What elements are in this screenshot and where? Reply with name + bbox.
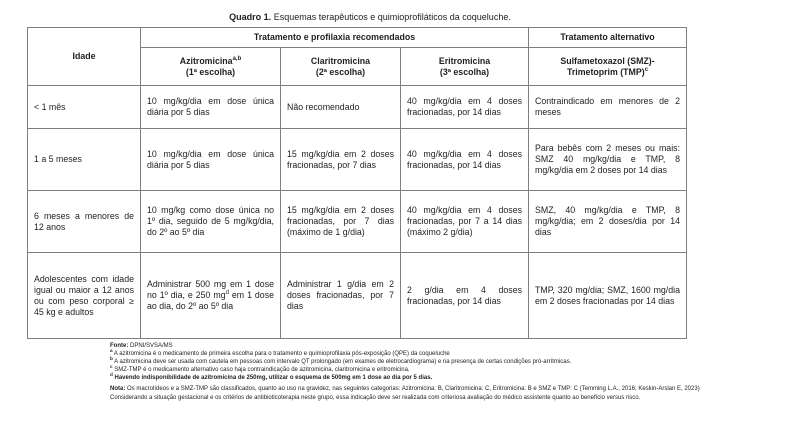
- cell-azitromicina-text: Administrar 500 mg em 1 dose no 1º dia, e 250 mg: [147, 279, 274, 300]
- cell-idade: < 1 mês: [28, 86, 141, 129]
- header-smz-sup: c: [644, 66, 649, 73]
- table-title-text: Esquemas terapêuticos e quimioprofiláticos da coqueluche.: [271, 12, 511, 22]
- treatment-table: [27, 27, 687, 339]
- header-eritromicina-choice: (3ª escolha): [439, 66, 490, 77]
- header-smz-tmp: [529, 48, 687, 86]
- header-azitromicina: [141, 48, 281, 86]
- table-title-label: Quadro 1.: [229, 12, 272, 22]
- footnote-fonte: [110, 342, 798, 350]
- table-row: [28, 129, 687, 191]
- cell-idade: 1 a 5 meses: [28, 129, 141, 191]
- cell-azitromicina: 10 mg/kg/dia em dose única diária por 5 dias: [141, 129, 281, 191]
- footnote-d-marker: d: [110, 372, 113, 378]
- header-smz-line1: Sulfametoxazol (SMZ)-: [560, 55, 655, 66]
- header-group-alternativo: Tratamento alternativo: [529, 28, 687, 48]
- header-idade: Idade: [28, 28, 141, 86]
- footnote-c-text: SMZ-TMP é o medicamento alternativo caso haja contraindicação de azitromicina, claritromicina e eritromicina.: [112, 367, 410, 374]
- cell-alternativo: SMZ, 40 mg/kg/dia e TMP, 8 mg/kg/dia; em 2 doses/dia por 14 dias: [529, 191, 687, 253]
- nota-text: Os macrolídeos e a SMZ-TMP são classificados, quanto ao uso na gravidez, nas seguintes categorias: Azitromicina: B, Claritromicina: C, Eritromicina: B e SMZ e TMP: C (Temming L.A., 2016; Keskin-Arslan E, 2023): [125, 386, 700, 393]
- fonte-text: DPNI/SVSA/MS: [128, 343, 173, 349]
- cell-claritromicina: Administrar 1 g/dia em 2 doses fracionadas, por 7 dias: [281, 253, 401, 339]
- footnote-b: [110, 358, 798, 366]
- cell-eritromicina: 40 mg/kg/dia em 4 doses fracionadas, por 14 dias: [401, 129, 529, 191]
- footnote-nota-2: [110, 394, 798, 402]
- cell-azitromicina-text2: em 1 dose ao dia, do 2º ao 5º dia: [147, 290, 274, 311]
- footnote-b-marker: b: [110, 356, 113, 362]
- header-azitromicina-choice: (1ª escolha): [185, 66, 236, 77]
- header-eritromicina: [401, 48, 529, 86]
- cell-alternativo: Para bebês com 2 meses ou mais: SMZ 40 mg/kg/dia e TMP, 8 mg/kg/dia em 2 doses por 14 dias: [529, 129, 687, 191]
- footnote-a-text: A azitromicina é o medicamento de primeira escolha para o tratamento e quimioprofilaxia pós-exposição (QPE) da coqueluche: [112, 351, 450, 358]
- header-claritromicina: [281, 48, 401, 86]
- header-claritromicina-choice: (2ª escolha): [315, 66, 366, 77]
- cell-claritromicina: 15 mg/kg/dia em 2 doses fracionadas, por 7 dias (máximo de 1 g/dia): [281, 191, 401, 253]
- header-eritromicina-name: Eritromicina: [438, 55, 491, 66]
- cell-azitromicina-sup: d: [225, 290, 229, 297]
- cell-claritromicina: 15 mg/kg/dia em 2 doses fracionadas, por 7 dias: [281, 129, 401, 191]
- nota-label: Nota:: [110, 386, 126, 393]
- cell-alternativo: TMP, 320 mg/dia; SMZ, 1600 mg/dia em 2 doses fracionadas por 14 dias: [529, 253, 687, 339]
- cell-azitromicina: 10 mg/kg como dose única no 1º dia, seguido de 5 mg/kg/dia, do 2º ao 5º dia: [141, 191, 281, 253]
- cell-idade: Adolescentes com idade igual ou maior a 12 anos ou com peso corporal ≥ 45 kg e adultos: [28, 253, 141, 339]
- footnote-c-marker: c: [110, 364, 113, 370]
- header-smz-line2: Trimetoprim (TMP): [566, 66, 645, 77]
- cell-azitromicina: 10 mg/kg/dia em dose única diária por 5 dias: [141, 86, 281, 129]
- footnote-a: [110, 350, 798, 358]
- header-group-recomendado: Tratamento e profilaxia recomendados: [141, 28, 529, 48]
- footnote-c: [110, 366, 798, 374]
- cell-azitromicina: [141, 253, 281, 339]
- header-azitromicina-sup: a,b: [232, 55, 242, 62]
- footnotes: [110, 342, 798, 402]
- cell-claritromicina: Não recomendado: [281, 86, 401, 129]
- fonte-label: Fonte:: [110, 343, 129, 349]
- footnote-d-text: Havendo indisponibilidade de azitromicina de 250mg, utilizar o esquema de 500mg em 1 dose ao dia por 5 dias.: [112, 375, 433, 382]
- footnote-b-text: A azitromicina deve ser usada com cautela em pessoas com intervalo QT prolongado (em exames de eletrocardiograma) e na presença de certas condições pró-arrítmicas.: [112, 359, 572, 366]
- cell-eritromicina: 40 mg/kg/dia em 4 doses fracionadas, por 7 a 14 dias (máximo 2 g/dia): [401, 191, 529, 253]
- cell-eritromicina: 40 mg/kg/dia em 4 doses fracionadas, por 14 dias: [401, 86, 529, 129]
- footnote-a-marker: a: [110, 348, 113, 354]
- table-row: [28, 191, 687, 253]
- nota-text2: Considerando a situação gestacional e os critérios de antibioticoterapia neste grupo, essa indicação deve ser realizada com criteriosa avaliação do médico assistente quanto ao benefício versus risco.: [110, 394, 641, 401]
- table-row: [28, 86, 687, 129]
- cell-idade: 6 meses a menores de 12 anos: [28, 191, 141, 253]
- header-azitromicina-name: Azitromicina: [179, 55, 233, 66]
- table-row: [28, 253, 687, 339]
- footnote-nota: [110, 385, 798, 393]
- cell-alternativo: Contraindicado em menores de 2 meses: [529, 86, 687, 129]
- cell-eritromicina: 2 g/dia em 4 doses fracionadas, por 14 dias: [401, 253, 529, 339]
- footnote-d: [110, 374, 798, 382]
- header-claritromicina-name: Claritromicina: [310, 55, 371, 66]
- table-title: [0, 12, 740, 23]
